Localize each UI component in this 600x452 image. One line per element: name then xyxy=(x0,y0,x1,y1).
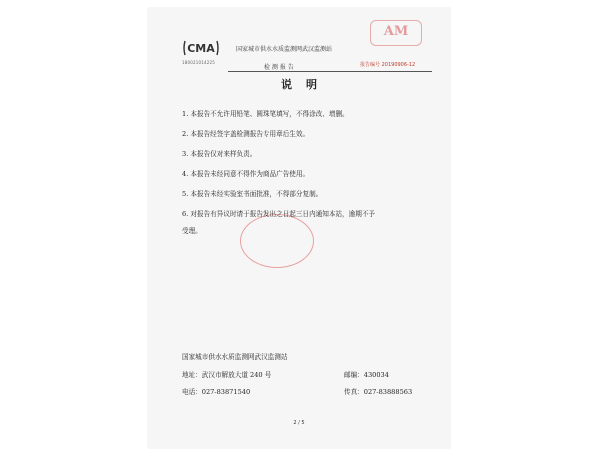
cma-code: 180021014225 xyxy=(182,60,215,65)
list-item: 1. 本报告不允许用铅笔、圆珠笔填写，不得涂改、增删。 xyxy=(182,110,349,118)
report-number: 报告编号 20190906-12 xyxy=(360,62,416,68)
list-item: 受理。 xyxy=(182,227,202,235)
page-title: 说明 xyxy=(281,78,331,91)
cma-logo-text: CMA xyxy=(187,42,215,55)
header-sub-title: 检 测 报 告 xyxy=(264,64,294,71)
footer-postal xyxy=(344,369,389,379)
footer-org-name: 国家城市供水水质监测网武汉监测站 xyxy=(182,353,288,361)
red-seal-icon xyxy=(240,214,314,268)
list-item: 4. 本报告未经同意不得作为商品广告使用。 xyxy=(182,170,310,178)
cam-stamp: AM xyxy=(370,20,422,46)
list-item: 2. 本报告经签字盖检测报告专用章后生效。 xyxy=(182,130,310,138)
list-item: 3. 本报告仅对来样负责。 xyxy=(182,150,257,158)
fax-value: 027-83888563 xyxy=(363,388,413,396)
phone-label: 电话： xyxy=(182,388,202,396)
postal-label: 邮编： xyxy=(344,371,364,379)
footer-phone xyxy=(182,386,250,396)
document-page xyxy=(148,8,450,448)
address-value: 武汉市解放大道 240 号 xyxy=(201,371,272,379)
footer-fax xyxy=(344,386,412,396)
footer-address xyxy=(182,369,271,379)
cma-logo-icon xyxy=(182,38,220,58)
page-number: 2 / 5 xyxy=(293,420,305,426)
header-org-name: 国家城市供水水质监测网武汉监测站 xyxy=(236,46,333,53)
fax-label: 传真： xyxy=(344,388,364,396)
header-divider xyxy=(228,71,432,72)
list-item: 6. 对报告有异议时请于报告发出之日起三日内通知本站，逾期不予 xyxy=(182,210,376,218)
address-label: 地址： xyxy=(182,371,202,379)
postal-value: 430034 xyxy=(363,371,389,379)
list-item: 5. 本报告未经实验室书面批准，不得部分复制。 xyxy=(182,190,323,198)
phone-value: 027-83871540 xyxy=(201,388,251,396)
